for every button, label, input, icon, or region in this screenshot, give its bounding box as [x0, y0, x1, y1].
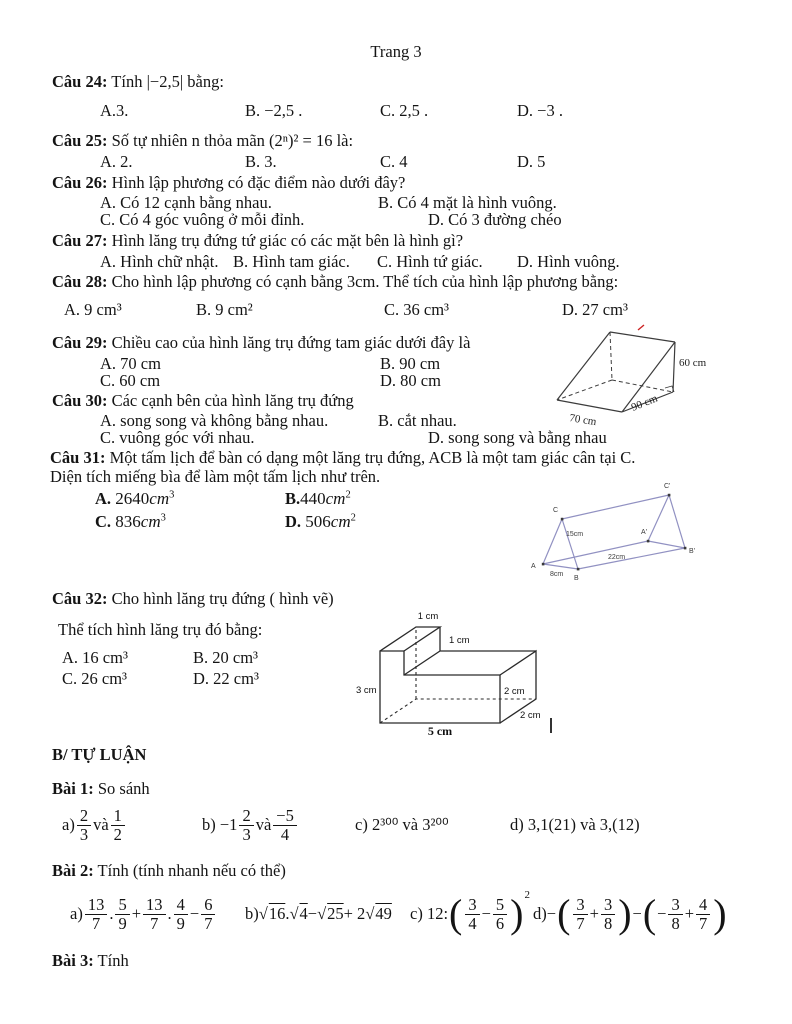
- math-text: .: [285, 904, 290, 923]
- bai-2-expressions: [0, 886, 792, 942]
- parenthesis: (: [449, 891, 463, 936]
- expression-2d: [533, 886, 728, 942]
- option-d: D. Hình vuông.: [517, 252, 620, 271]
- math-text: d) 3,1(21) và 3,(12): [510, 815, 640, 834]
- math-text: −: [657, 904, 667, 923]
- option-c: C. vuông góc với nhau.: [100, 428, 255, 447]
- question-31-text: Một tấm lịch để bàn có dạng một lăng trụ đứng, ACB là một tam giác cân tại C.: [105, 448, 636, 467]
- option-c: C. 26 cm³: [62, 669, 127, 688]
- option-b: B. Có 4 mặt là hình vuông.: [378, 193, 557, 212]
- vertex-label-C2: C': [664, 483, 671, 490]
- option-c: C. $836cm^3$: [95, 512, 166, 531]
- option-d: D. −3 .: [517, 101, 563, 120]
- dimension-5cm: 5 cm: [427, 724, 453, 738]
- bai-1-text: So sánh: [93, 779, 150, 798]
- expression-2b: [245, 886, 392, 942]
- question-27-label: Câu 27:: [52, 231, 108, 250]
- math-text: d)−: [533, 904, 557, 923]
- math-text: .: [167, 904, 172, 923]
- option-a: A. 16 cm³: [62, 648, 128, 667]
- math-text: a): [70, 904, 83, 923]
- math-text: +: [589, 904, 599, 923]
- question-28-label: Câu 28:: [52, 272, 108, 291]
- section-b-title: B/ TỰ LUẬN: [52, 745, 147, 764]
- option-b: B. 9 cm²: [196, 300, 253, 319]
- page-title: Trang 3: [370, 42, 422, 61]
- math-text: −: [189, 904, 200, 923]
- question-32-subtext: Thể tích hình lăng trụ đó bằng:: [58, 620, 263, 639]
- question-32-text: Cho hình lăng trụ đứng ( hình vẽ): [107, 589, 334, 608]
- question-24-label: Câu 24:: [52, 72, 108, 91]
- bai-2-stem: [52, 861, 286, 881]
- option-a: A. 9 cm³: [64, 300, 122, 319]
- question-26-text: Hình lập phương có đặc điểm nào dưới đây?: [107, 173, 406, 192]
- question-31-stem: [50, 448, 635, 468]
- dimension-2cm-height: 2 cm: [504, 686, 525, 697]
- fraction: $\frac{5}{9}$: [115, 896, 129, 932]
- question-27-stem: [52, 231, 463, 251]
- square-root: √49: [365, 904, 392, 923]
- option-c: C. Hình tứ giác.: [377, 252, 483, 271]
- math-text: +: [131, 904, 142, 923]
- bai-3-label: Bài 3:: [52, 951, 94, 970]
- math-text: + 2: [343, 904, 366, 923]
- option-c: C. 36 cm³: [384, 300, 449, 319]
- question-25-label: Câu 25:: [52, 131, 108, 150]
- vertex-label-B: B: [574, 575, 579, 582]
- fraction: $\frac{2}{3}$: [239, 807, 253, 843]
- bai-3-text: Tính: [93, 951, 129, 970]
- option-c: C. Có 4 góc vuông ở mỗi đỉnh.: [100, 210, 305, 229]
- expression-1b: [202, 802, 299, 848]
- option-a: A. 2.: [100, 152, 133, 171]
- l-shaped-prism-figure: [355, 603, 565, 738]
- option-a: A. $2640cm^3$: [95, 489, 175, 508]
- option-c: C. 4: [380, 152, 408, 171]
- expression-1c: [355, 802, 449, 848]
- dimension-90cm: 90 cm: [629, 392, 660, 414]
- dimension-22cm: 22cm: [608, 554, 626, 561]
- fraction: $\frac{3}{4}$: [465, 896, 479, 932]
- question-30-text: Các cạnh bên của hình lăng trụ đứng: [107, 391, 354, 410]
- option-b: $B.440cm^2$: [285, 489, 351, 508]
- option-c: C. 60 cm: [100, 371, 161, 390]
- dimension-1cm-top: 1 cm: [417, 611, 439, 622]
- math-text: .: [109, 904, 114, 923]
- math-text: và: [255, 815, 272, 834]
- question-27-text: Hình lăng trụ đứng tứ giác có các mặt bên là hình gì?: [107, 231, 464, 250]
- dimension-2cm-depth: 2 cm: [520, 710, 541, 721]
- exponent: 2: [524, 889, 530, 901]
- option-d: D. Có 3 đường chéo: [428, 210, 562, 229]
- question-30-stem: [52, 391, 354, 411]
- option-b: B. cắt nhau.: [378, 411, 457, 430]
- option-a: A. Hình chữ nhật.: [100, 252, 219, 271]
- vertex-label-A2: A': [641, 529, 648, 536]
- question-29-stem: [52, 333, 470, 353]
- dimension-70cm: 70 cm: [568, 412, 598, 429]
- question-31-label: Câu 31:: [50, 448, 106, 467]
- bai-2-label: Bài 2:: [52, 861, 94, 880]
- question-28-stem: [52, 272, 618, 292]
- square-root: √16: [258, 904, 286, 923]
- math-text: c) 12:: [410, 904, 449, 923]
- option-d: D. 5: [517, 152, 546, 171]
- math-text: −: [632, 904, 642, 923]
- option-d: D. song song và bằng nhau: [428, 428, 607, 447]
- dimension-8cm: 8cm: [550, 571, 564, 578]
- bai-1-expressions: [0, 802, 792, 848]
- expression-2a: [70, 886, 217, 942]
- expression-1a: [62, 802, 127, 848]
- fraction: $\frac{3}{8}$: [601, 896, 615, 932]
- option-a: A. 70 cm: [100, 354, 161, 373]
- option-b: B. 3.: [245, 152, 277, 171]
- parenthesis: ): [713, 891, 727, 936]
- option-d: D. 27 cm³: [562, 300, 628, 319]
- question-25-stem: [52, 131, 353, 151]
- expression-1d: [510, 802, 640, 848]
- question-24-text: Tính |−2,5| bằng:: [107, 72, 224, 91]
- parenthesis: (: [642, 891, 657, 936]
- question-29-text: Chiều cao của hình lăng trụ đứng tam giác dưới đây là: [107, 333, 471, 352]
- question-31-text-line2: Diện tích miếng bìa để làm một tấm lịch như trên.: [50, 467, 381, 486]
- math-text: b): [245, 904, 259, 923]
- option-d: D. $506cm^2$: [285, 512, 356, 531]
- text-cursor: [550, 718, 552, 733]
- fraction: $\frac{13}{7}$: [143, 896, 166, 932]
- fraction: $\frac{6}{7}$: [201, 896, 215, 932]
- option-b: B. −2,5 .: [245, 101, 303, 120]
- parenthesis: ): [510, 891, 524, 936]
- fraction: $\frac{4}{9}$: [174, 896, 188, 932]
- option-c: C. 2,5 .: [380, 101, 429, 120]
- option-b: B. Hình tam giác.: [233, 252, 350, 271]
- fraction: $\frac{5}{6}$: [493, 896, 507, 932]
- bai-1-stem: [52, 779, 150, 799]
- math-text: c) 2³⁰⁰ và 3²⁰⁰: [355, 815, 449, 834]
- math-text: a): [62, 815, 75, 834]
- option-d: D. 22 cm³: [193, 669, 259, 688]
- fraction: $\frac{3}{8}$: [668, 896, 682, 932]
- question-26-label: Câu 26:: [52, 173, 108, 192]
- bai-3-stem: [52, 951, 129, 971]
- fraction: $\frac{2}{3}$: [77, 807, 91, 843]
- question-32-label: Câu 32:: [52, 589, 108, 608]
- question-30-label: Câu 30:: [52, 391, 108, 410]
- bai-2-text: Tính (tính nhanh nếu có thể): [93, 861, 286, 880]
- bai-1-label: Bài 1:: [52, 779, 94, 798]
- question-24-stem: [52, 72, 224, 92]
- question-32-stem: [52, 589, 334, 609]
- option-b: B. 90 cm: [380, 354, 441, 373]
- parenthesis: ): [618, 891, 632, 936]
- option-a: A.3.: [100, 101, 129, 120]
- dimension-15cm: 15cm: [566, 531, 584, 538]
- dimension-3cm: 3 cm: [356, 685, 377, 696]
- math-text: −: [481, 904, 491, 923]
- fraction: $\frac{1}{2}$: [111, 807, 125, 843]
- fraction: $\frac{3}{7}$: [573, 896, 587, 932]
- square-root: √4: [289, 904, 308, 923]
- math-text: −: [307, 904, 318, 923]
- square-root: √25: [317, 904, 344, 923]
- fraction: $\frac{-5}{4}$: [273, 807, 297, 843]
- vertex-label-B2: B': [689, 548, 696, 555]
- vertex-label-C: C: [553, 507, 559, 514]
- question-28-text: Cho hình lập phương có cạnh bằng 3cm. Thể tích của hình lập phương bằng:: [107, 272, 619, 291]
- question-25-text: Số tự nhiên n thỏa mãn (2ⁿ)² = 16 là:: [107, 131, 354, 150]
- math-text: b) −1: [202, 815, 238, 834]
- vertex-label-A: A: [531, 563, 536, 570]
- expression-2c: [410, 886, 530, 942]
- triangular-prism-figure: [545, 322, 780, 428]
- fraction: $\frac{4}{7}$: [696, 896, 710, 932]
- option-b: B. 20 cm³: [193, 648, 258, 667]
- option-d: D. 80 cm: [380, 371, 441, 390]
- option-a: A. song song và không bằng nhau.: [100, 411, 329, 430]
- red-tick-mark: [638, 325, 644, 330]
- fraction: $\frac{13}{7}$: [85, 896, 108, 932]
- math-text: +: [684, 904, 695, 923]
- dimension-60cm: 60 cm: [679, 357, 707, 369]
- option-a: A. Có 12 cạnh bằng nhau.: [100, 193, 272, 212]
- parenthesis: (: [557, 891, 571, 936]
- math-text: và: [93, 815, 109, 834]
- dimension-1cm-side: 1 cm: [449, 635, 470, 646]
- calendar-prism-figure: [528, 478, 778, 586]
- question-29-label: Câu 29:: [52, 333, 108, 352]
- question-26-stem: [52, 173, 405, 193]
